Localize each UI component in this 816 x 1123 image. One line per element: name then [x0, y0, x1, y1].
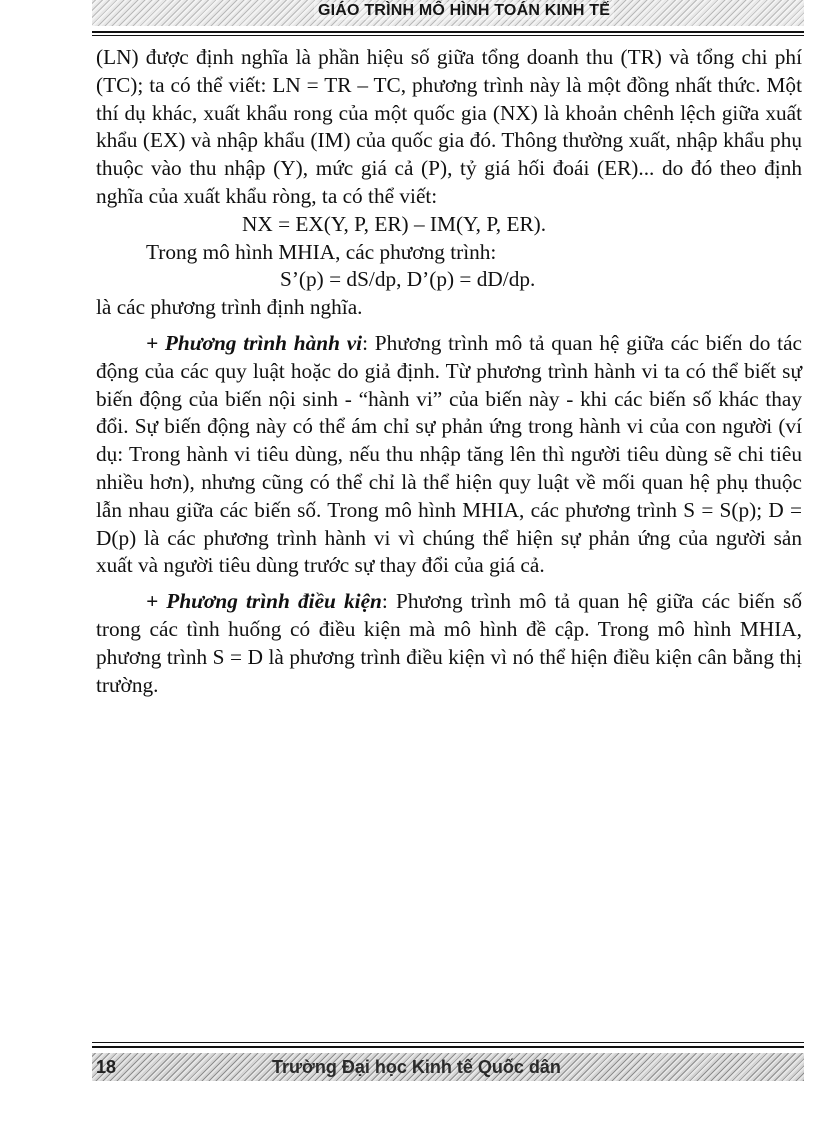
paragraph-condition-equation — [96, 588, 802, 699]
footer-rule-thick — [92, 1046, 804, 1048]
behavioral-equation-text: : Phương trình mô tả quan hệ giữa các biến do tác động của các quy luật hoặc do giả định. Từ phương trình hành vi ta có thể biết sự biến động của biến nội sinh - “hành vi” của biến này - khi các biến số khác thay đổi. Sự biến động này có thể ám chỉ sự phản ứng trong hành vi của con người (ví dụ: Trong hành vi tiêu dùng, nếu thu nhập tăng lên thì người tiêu dùng sẽ chi tiêu nhiều hơn), nhưng cũng có thể chỉ là thể hiện quy luật về mối quan hệ phụ thuộc lẫn nhau giữa các biến số. Trong mô hình MHIA, các phương trình S = S(p); D = D(p) là các phương trình hành vi vì chúng thể hiện sự phản ứng của người sản xuất và người tiêu dùng trước sự thay đổi của giá cả. — [96, 330, 803, 578]
page-body — [96, 44, 802, 699]
equation-net-exports: NX = EX(Y, P, ER) – IM(Y, P, ER). — [242, 211, 547, 236]
paragraph-identity-example: (LN) được định nghĩa là phần hiệu số giữa tổng doanh thu (TR) và tổng chi phí (TC); ta có thể viết: LN = TR – TC, phương trình này là một đồng nhất thức. Một thí dụ khác, xuất khẩu rong của một quốc gia (NX) là khoản chênh lệch giữa xuất khẩu (EX) và nhập khẩu (IM) của quốc gia đó. Thông thường xuất, nhập khẩu phụ thuộc vào thu nhập (Y), mức giá cả (P), tỷ giá hối đoái (ER)... do đó theo định nghĩa của xuất khẩu ròng, ta có thể viết: — [96, 45, 802, 208]
term-condition-equation: + Phương trình điều kiện — [146, 589, 382, 614]
footer-band — [92, 1053, 804, 1081]
paragraph-behavioral-equation — [96, 330, 802, 580]
equation-derivatives: S’(p) = dS/dp, D’(p) = dD/dp. — [280, 267, 536, 292]
paragraph-definition-note: là các phương trình định nghĩa. — [96, 295, 363, 320]
equation-intro: Trong mô hình MHIA, các phương trình: — [146, 239, 497, 264]
header-rule-thin — [92, 35, 804, 36]
footer-publisher: Trường Đại học Kinh tế Quốc dân — [272, 1057, 561, 1077]
term-behavioral-equation: + Phương trình hành vi — [146, 330, 363, 355]
header-band — [92, 0, 804, 26]
running-header-title: GIÁO TRÌNH MÔ HÌNH TOÁN KINH TẾ — [314, 2, 614, 20]
condition-equation-text: : Phương trình mô tả quan hệ giữa các biến số trong các tình huống có điều kiện mà mô hình đề cập. Trong mô hình MHIA, phương trình S = D là phương trình điều kiện vì nó thể hiện điều kiện cân bằng thị trường. — [96, 589, 802, 697]
footer-rule-thin — [92, 1042, 804, 1043]
page-number: 18 — [96, 1057, 117, 1077]
header-rule-thick — [92, 31, 804, 33]
